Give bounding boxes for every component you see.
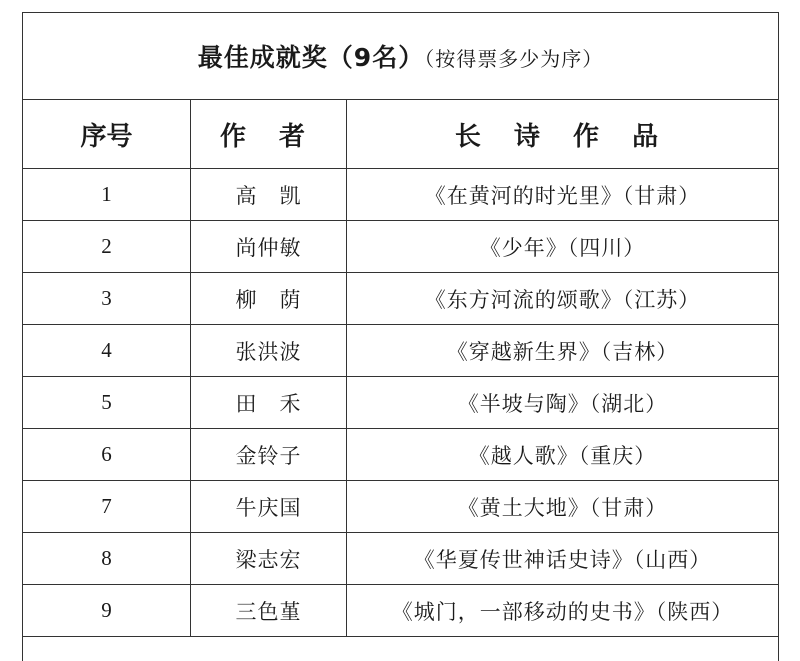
- table-row: [23, 221, 779, 273]
- row-num: 5: [23, 377, 191, 429]
- title-row: [23, 13, 779, 100]
- row-author: 田 禾: [191, 377, 347, 429]
- row-author: 张洪波: [191, 325, 347, 377]
- header-author: 作 者: [191, 100, 347, 169]
- row-work: 《华夏传世神话史诗》（山西）: [347, 533, 779, 585]
- row-work: 《在黄河的时光里》（甘肃）: [347, 169, 779, 221]
- empty-cell: [23, 637, 191, 661]
- row-num: 8: [23, 533, 191, 585]
- title-main: 最佳成就奖（9名）: [198, 43, 424, 72]
- row-work: 《东方河流的颂歌》（江苏）: [347, 273, 779, 325]
- table-row: [23, 429, 779, 481]
- header-work: 长 诗 作 品: [347, 100, 779, 169]
- table-title: [23, 13, 779, 100]
- table-row: [23, 325, 779, 377]
- row-num: 2: [23, 221, 191, 273]
- row-author: 三色堇: [191, 585, 347, 637]
- row-author: 高 凯: [191, 169, 347, 221]
- row-num: 7: [23, 481, 191, 533]
- row-num: 1: [23, 169, 191, 221]
- row-work: 《越人歌》（重庆）: [347, 429, 779, 481]
- row-work: 《半坡与陶》（湖北）: [347, 377, 779, 429]
- header-row: [23, 100, 779, 169]
- table-row: [23, 481, 779, 533]
- row-author: 柳 荫: [191, 273, 347, 325]
- next-section-row: [23, 637, 779, 661]
- empty-cell: [191, 637, 347, 661]
- table-row: [23, 377, 779, 429]
- row-author: 牛庆国: [191, 481, 347, 533]
- row-work: 《穿越新生界》（吉林）: [347, 325, 779, 377]
- row-num: 9: [23, 585, 191, 637]
- row-work: 《黄土大地》（甘肃）: [347, 481, 779, 533]
- empty-cell: [347, 637, 779, 661]
- row-author: 金铃子: [191, 429, 347, 481]
- row-num: 3: [23, 273, 191, 325]
- row-num: 4: [23, 325, 191, 377]
- row-num: 6: [23, 429, 191, 481]
- table-row: [23, 273, 779, 325]
- header-num: 序号: [23, 100, 191, 169]
- row-work: 《少年》（四川）: [347, 221, 779, 273]
- row-author: 尚仲敏: [191, 221, 347, 273]
- row-author: 梁志宏: [191, 533, 347, 585]
- table-row: [23, 169, 779, 221]
- table-row: [23, 533, 779, 585]
- award-table: [22, 12, 779, 661]
- title-note: （按得票多少为序）: [424, 47, 603, 71]
- row-work: 《城门，一部移动的史书》（陕西）: [347, 585, 779, 637]
- table-row: [23, 585, 779, 637]
